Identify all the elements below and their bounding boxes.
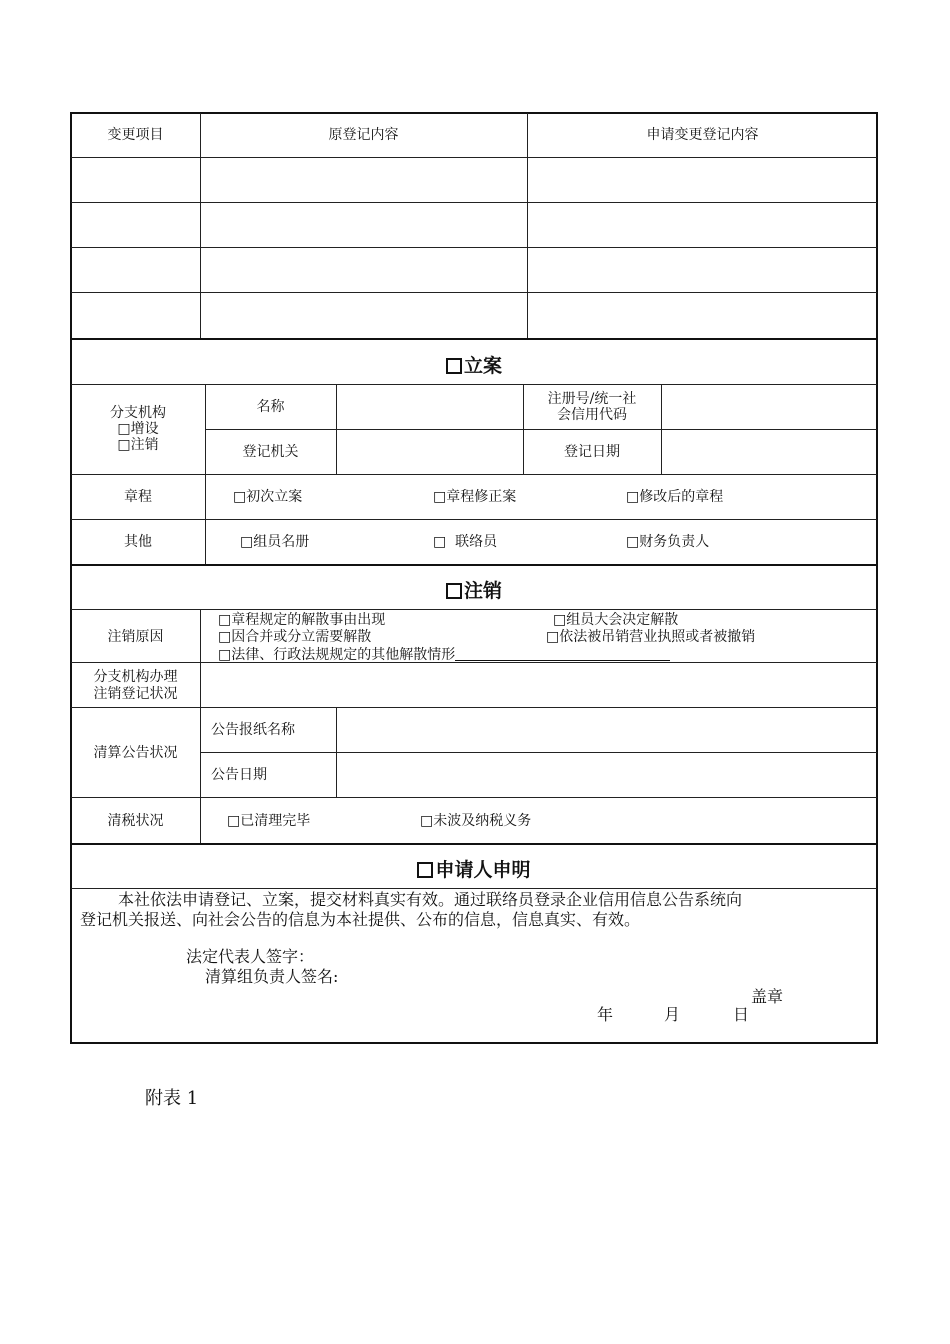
branch-add-option[interactable]: □增设 xyxy=(117,421,159,437)
reason-opt-charter[interactable]: □章程规定的解散事由出现 xyxy=(218,612,386,628)
checkbox-icon[interactable] xyxy=(446,358,462,374)
branch-cancel-option[interactable]: □注销 xyxy=(117,437,159,453)
cancellation-title-text: 注销 xyxy=(463,580,502,602)
cancellation-section-title xyxy=(71,576,877,603)
seal-label: 盖章 xyxy=(751,987,784,1006)
grid-line xyxy=(71,707,877,708)
reason-opt-revoked[interactable]: □依法被吊销营业执照或者被撤销 xyxy=(546,629,756,645)
tax-option-cleared[interactable]: □已清理完毕 xyxy=(227,813,311,829)
grid-line xyxy=(200,113,201,339)
section-line xyxy=(71,564,877,566)
other-option-roster[interactable]: □组员名册 xyxy=(240,534,310,550)
other-option-liaison[interactable]: □ 联络员 xyxy=(433,534,498,550)
grid-line xyxy=(71,474,877,475)
reg-no-label-1: 注册号/统一社 xyxy=(547,391,637,407)
grid-line xyxy=(71,797,877,798)
reason-opt-merger[interactable]: □因合并或分立需要解散 xyxy=(218,629,372,645)
branch-status-label-1: 分支机构办理 xyxy=(93,669,178,685)
checkbox-icon[interactable] xyxy=(446,583,462,599)
grid-line xyxy=(71,202,877,203)
branch-label: 分支机构 xyxy=(110,405,166,421)
section-line xyxy=(71,843,877,845)
declaration-text-2: 登记机关报送、向社会公告的信息为本社提供、公布的信息，信息真实、有效。 xyxy=(80,910,641,929)
charter-option-revised[interactable]: □修改后的章程 xyxy=(626,489,724,505)
other-option-finance[interactable]: □财务负责人 xyxy=(626,534,710,550)
notice-date-label: 公告日期 xyxy=(211,767,267,783)
charter-option-initial[interactable]: □初次立案 xyxy=(233,489,303,505)
grid-line xyxy=(527,113,528,339)
legal-rep-signature-label: 法定代表人签字： xyxy=(186,947,315,966)
newspaper-label: 公告报纸名称 xyxy=(211,722,295,738)
liquidation-head-signature-label: 清算组负责人签名: xyxy=(205,967,339,986)
grid-line xyxy=(205,429,877,430)
reason-other-blank[interactable] xyxy=(455,646,670,661)
filing-title-text: 立案 xyxy=(463,355,502,377)
reason-label: 注销原因 xyxy=(107,629,164,645)
tax-option-none[interactable]: □未波及纳税义务 xyxy=(420,813,532,829)
grid-line xyxy=(200,609,201,843)
liquidation-label: 清算公告状况 xyxy=(93,745,178,761)
authority-label: 登记机关 xyxy=(242,444,299,460)
grid-line xyxy=(200,752,877,753)
grid-line xyxy=(71,292,877,293)
header-requested-content: 申请变更登记内容 xyxy=(646,127,759,143)
reason-opt-other[interactable] xyxy=(218,646,670,663)
grid-line xyxy=(71,157,877,158)
reason-opt-assembly[interactable]: □组员大会决定解散 xyxy=(553,612,679,628)
declaration-text-1: 本社依法申请登记、立案，提交材料真实有效。通过联络员登录企业信用信息公告系统向 xyxy=(118,890,743,909)
appendix-label: 附表 1 xyxy=(145,1088,199,1109)
tax-label: 清税状况 xyxy=(107,813,164,829)
checkbox-icon[interactable] xyxy=(417,862,433,878)
declaration-title-text: 申请人申明 xyxy=(435,859,531,881)
year-label: 年 xyxy=(597,1005,614,1024)
grid-line xyxy=(71,609,877,610)
declaration-section-title xyxy=(71,855,877,882)
header-original-content: 原登记内容 xyxy=(328,127,399,143)
grid-line xyxy=(71,384,877,385)
reg-no-label-2: 会信用代码 xyxy=(557,407,627,423)
filing-section-title xyxy=(71,351,877,378)
branch-status-label-2: 注销登记状况 xyxy=(93,686,178,702)
reason-opt-other-text: □法律、行政法规规定的其他解散情形 xyxy=(218,647,456,663)
charter-option-amendment[interactable]: □章程修正案 xyxy=(433,489,517,505)
reg-date-label: 登记日期 xyxy=(564,444,620,460)
grid-line xyxy=(71,662,877,663)
branch-name-label: 名称 xyxy=(256,399,285,415)
section-line xyxy=(71,338,877,340)
header-change-item: 变更项目 xyxy=(107,127,164,143)
month-label: 月 xyxy=(664,1005,681,1024)
day-label: 日 xyxy=(733,1005,750,1024)
grid-line xyxy=(71,247,877,248)
other-label: 其他 xyxy=(124,534,152,550)
grid-line xyxy=(71,519,877,520)
grid-line xyxy=(71,888,877,889)
charter-label: 章程 xyxy=(124,489,152,505)
